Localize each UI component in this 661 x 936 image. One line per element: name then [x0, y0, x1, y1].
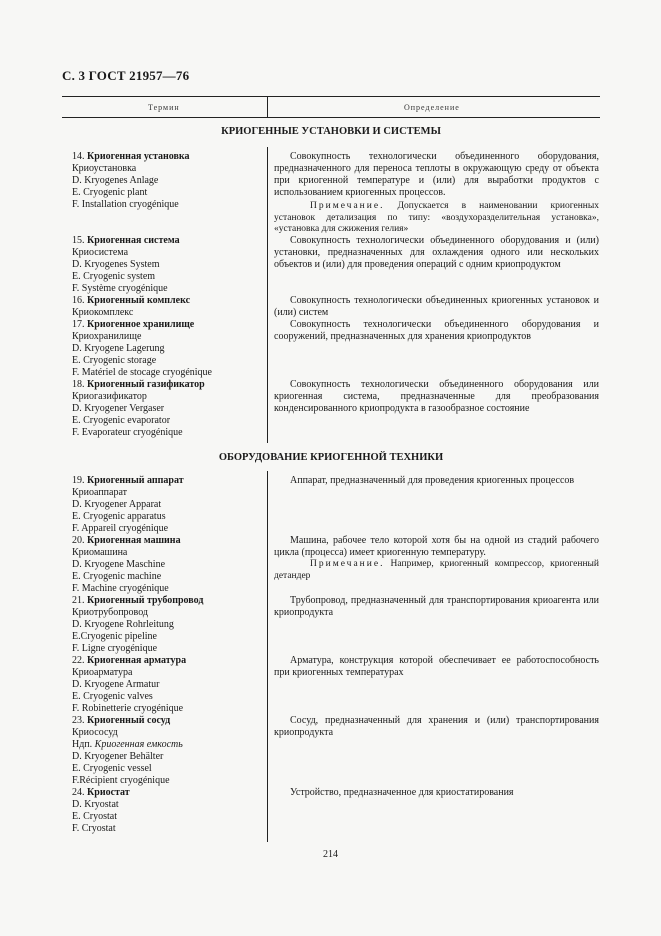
column-header-rule: [62, 117, 600, 118]
column-divider-header: [267, 96, 268, 117]
term-entry: 22. Криогенная арматура Криоарматура D. Kryogene Armatur E. Cryogenic valves F. Robinetterie cryogénique: [72, 655, 187, 714]
column-divider: [267, 147, 268, 443]
definition-entry: Устройство, предназначенное для криостатирования: [290, 787, 514, 798]
term-entry: 21. Криогенный трубопровод Криотрубопровод D. Kryogene Rohrleitung E.Cryogenic pipeline F. Ligne cryogénique: [72, 595, 204, 654]
term-entry: 17. Криогенное хранилище Криохранилище D. Kryogene Lagerung E. Cryogenic storage F. Matériel de stocage cryogénique: [72, 319, 212, 378]
term-entry: 16. Криогенный комплекс Криокомплекс: [72, 295, 191, 318]
definition-entry: Совокупность технологически объединенного оборудования или криогенная система, предназначенные для преобразования конденсированного криопродукта в газообразное состояние: [274, 379, 599, 414]
definition-entry: Арматура, конструкция которой обеспечивает ее работоспособность при криогенных температурах: [274, 655, 599, 678]
page-header: С. 3 ГОСТ 21957—76: [62, 68, 190, 83]
section-title: ОБОРУДОВАНИЕ КРИОГЕННОЙ ТЕХНИКИ: [218, 452, 444, 463]
definition-entry: Совокупность технологически объединенного оборудования и сооружений, предназначенных для хранения криопродуктов: [274, 319, 599, 342]
term-entry: 23. Криогенный сосуд Криососуд Ндп. Криогенная емкость D. Kryogener Behälter E. Cryogenic vessel F.Récipient cryogénique: [72, 715, 183, 786]
definition-entry: Совокупность технологически объединенного оборудования, предназначенного для переноса теплоты в окружающую среду от объекта при криогенной температуре и (или) для выработки продуктов с использованием криогенных процессов. Примечание. Допускается в наименовании криогенных установок детализация по типу: «воздухоразделительная установка», «установка для сжижения гелия»: [274, 151, 599, 234]
section-title: КРИОГЕННЫЕ УСТАНОВКИ И СИСТЕМЫ: [221, 126, 441, 137]
term-entry: 18. Криогенный газификатор Криогазификатор D. Kryogener Vergaser E. Cryogenic evaporator F. Evaporateur cryogénique: [72, 379, 205, 438]
definition-entry: Совокупность технологически объединенного оборудования и (или) установки, предназначенных для охлаждения одного или нескольких объектов и (или) для проведения операций с одним криопродуктом: [274, 235, 599, 270]
term-entry: 15. Криогенная система Криосистема D. Kryogenes System E. Cryogenic system F. Système cryogénique: [72, 235, 180, 294]
term-entry: 19. Криогенный аппарат Криоаппарат D. Kryogener Apparat E. Cryogenic apparatus F. Appareil cryogénique: [72, 475, 184, 534]
column-divider: [267, 471, 268, 842]
definition-entry: Сосуд, предназначенный для хранения и (или) транспортирования криопродукта: [274, 715, 599, 738]
definition-entry: Трубопровод, предназначенный для транспортирования криоагента или криопродукта: [274, 595, 599, 618]
term-entry: 14. Криогенная установка Криоустановка D. Kryogenes Anlage E. Cryogenic plant F. Installation cryogénique: [72, 151, 190, 210]
table-top-rule: [62, 96, 600, 97]
definition-entry: Машина, рабочее тело которой хотя бы на одной из стадий рабочего цикла (процесса) имеет криогенную температуру. Примечание. Например, криогенный компрессор, криогенный детандер: [274, 535, 599, 581]
term-entry: 20. Криогенная машина Криомашина D. Kryogene Maschine E. Cryogenic machine F. Machine cryogénique: [72, 535, 181, 594]
column-header-definition: Определение: [404, 103, 460, 112]
page-number: 214: [323, 849, 338, 860]
term-entry: 24. Криостат D. Kryostat E. Cryostat F. Cryostat: [72, 787, 130, 834]
definition-entry: Совокупность технологически объединенных криогенных установок и (или) систем: [274, 295, 599, 318]
column-header-term: Термин: [148, 103, 180, 112]
definition-entry: Аппарат, предназначенный для проведения криогенных процессов: [290, 475, 575, 486]
